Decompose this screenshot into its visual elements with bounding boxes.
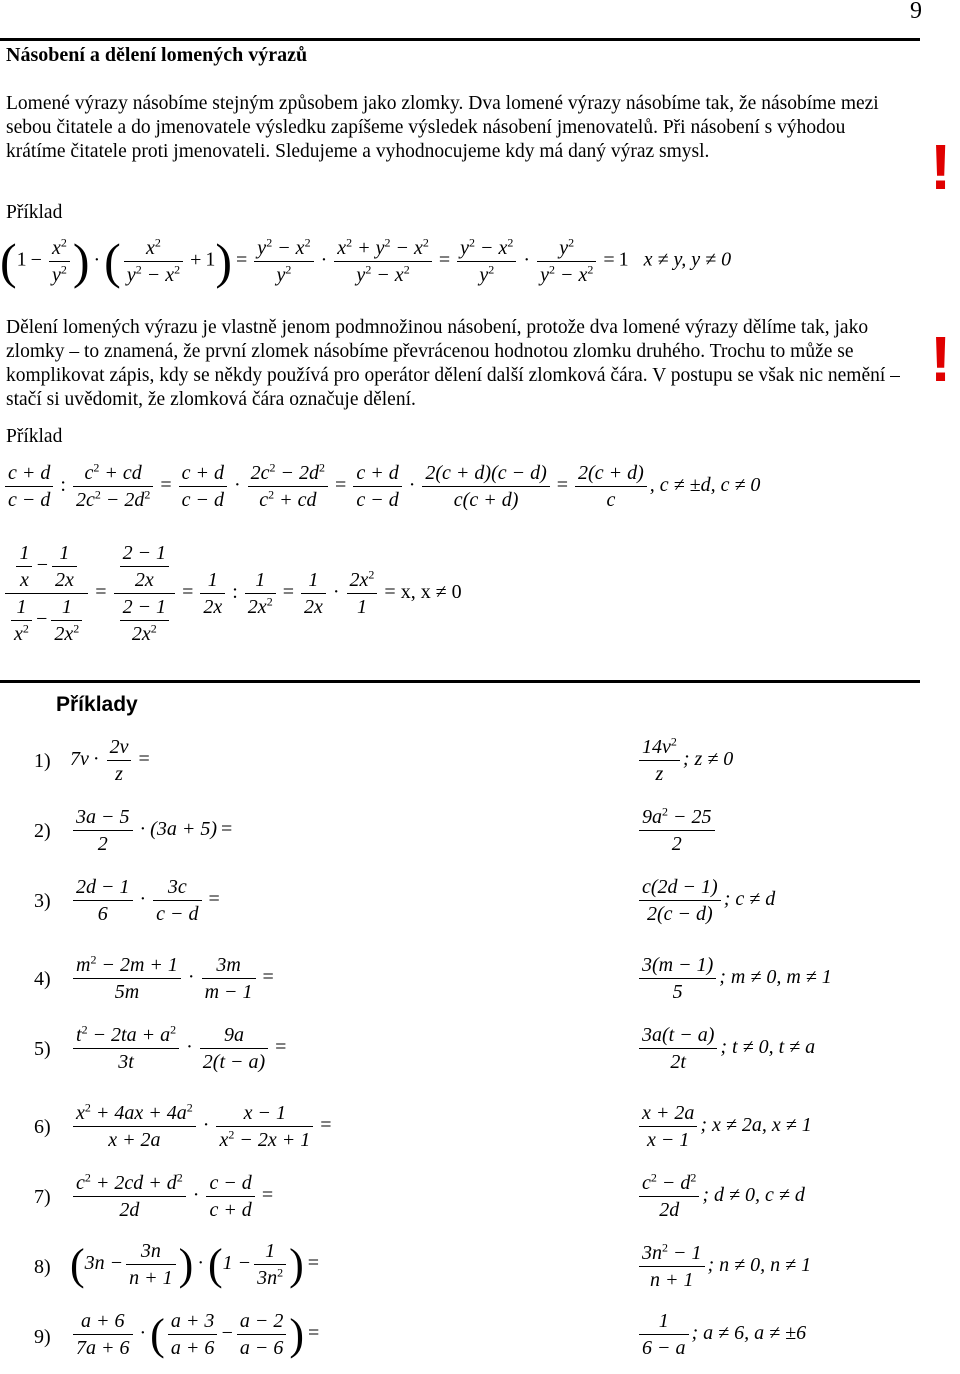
exercise-row: 9) $\frac{a + 6}{7a + 6}$ ·( $\frac{a + 3}{a + 6}$ − $\frac{a - 2}{a - 6}$ ) = $\frac{1}{6 - a}$ ; a ≠ 6, a ≠ ±6 <box>34 1310 807 1359</box>
exercise-number: 5) <box>34 1038 51 1060</box>
example-1-condition: x ≠ y, y ≠ 0 <box>643 248 732 271</box>
exercises-heading: Příklady <box>56 693 138 716</box>
exercise-number: 7) <box>34 1186 51 1208</box>
exercise-condition: ; m ≠ 0, m ≠ 1 <box>719 966 832 989</box>
exercise-number: 3) <box>34 890 51 912</box>
exercise-condition: ; z ≠ 0 <box>682 748 734 771</box>
top-rule <box>0 38 920 41</box>
exercise-row: 2) $\frac{3a - 5}{2}$ · (3a + 5) = $\frac{9a^2 - 25}{2}$ <box>0 800 960 870</box>
intro-paragraph: Lomené výrazy násobíme stejným způsobem jako zlomky. Dva lomené výrazy násobíme tak, že násobíme mezi sebou čitatele a do jmenovatele výsledku zapíšeme výsledek násobení jmenovatelů. Při násobení s výhodou krátíme čitatele proti jmenovateli. Sledujeme a vyhodnocujeme kdy má daný výraz smysl. <box>6 93 879 162</box>
exercise-row: 6) $\frac{x^2 + 4ax + 4a^2}{x + 2a}$ · $\frac{x - 1}{x^2 - 2x + 1}$ = $\frac{x + 2a}{x - 1}$ ; x ≠ 2a, x ≠ 1 <box>34 1100 812 1151</box>
exercise-condition: ; d ≠ 0, c ≠ d <box>702 1184 805 1207</box>
exercise-condition: ; x ≠ 2a, x ≠ 1 <box>700 1114 812 1137</box>
exercise-condition: ; a ≠ 6, a ≠ ±6 <box>691 1322 807 1345</box>
exercise-row: 5) $\frac{t^2 - 2ta + a^2}{3t}$ · $\frac{9a}{2(t - a)}$ = $\frac{3a(t - a)}{2t}$ ; t ≠ 0, t ≠ a <box>34 1022 816 1073</box>
exercise-condition: ; n ≠ 0, n ≠ 1 <box>707 1254 812 1277</box>
exercise-row: 3) $\frac{2d - 1}{6}$ · $\frac{3c}{c - d}$ = $\frac{c(2d - 1)}{2(c - d)}$ ; c ≠ d <box>34 876 776 925</box>
example-2-condition: , c ≠ ±d, c ≠ 0 <box>649 474 761 497</box>
exercise-number: 8) <box>34 1256 51 1278</box>
warning-mark-2: ! <box>930 323 952 395</box>
exercise-number: 9) <box>34 1326 51 1348</box>
exercise-number: 4) <box>34 968 51 990</box>
exercise-row: 4) $\frac{m^2 - 2m + 1}{5m}$ · $\frac{3m}{m - 1}$ = $\frac{3(m - 1)}{5}$ ; m ≠ 0, m ≠ 1 <box>34 952 832 1003</box>
section-title: Násobení a dělení lomených výrazů <box>6 44 308 66</box>
warning-mark-1: ! <box>930 131 952 203</box>
example-1-math: (1 − $\frac{x^2}{y^2}$ ) ·( $\frac{x^2}{y^2 - x^2}$ + 1) = $\frac{y^2 - x^2}{y^2}$ · $\frac{x^2 + y^2 - x^2}{y^2 - x^2}$ = $\frac{y^2 - x^2}{y^2}$ · $\frac{y^2}{y^2 - x^2}$ = 1 x ≠ y, y ≠ 0 <box>0 233 732 289</box>
exercise-condition: ; t ≠ 0, t ≠ a <box>720 1036 816 1059</box>
exercise-number: 2) <box>34 820 51 842</box>
exercise-row: 7) $\frac{c^2 + 2cd + d^2}{2d}$ · $\frac{c - d}{c + d}$ = $\frac{c^2 - d^2}{2d}$ ; d ≠ 0, c ≠ d <box>34 1170 805 1221</box>
example-2-math: $\frac{c + d}{c - d}$ : $\frac{c^2 + cd}{2c^2 - 2d^2}$ = $\frac{c + d}{c - d}$ · $\frac{2c^2 - 2d^2}{c^2 + cd}$ = $\frac{c + d}{c - d}$ · $\frac{2(c + d)(c - d)}{c(c + d)}$ = $\frac{2(c + d)}{c}$ , c ≠ ±d, c ≠ 0 <box>2 460 760 513</box>
example-label-1: Příklad <box>6 202 63 223</box>
exercise-row: 1) 7v · $\frac{2v}{z}$ = $\frac{14v^2}{z}$ ; z ≠ 0 <box>34 734 734 785</box>
exercise-condition: ; c ≠ d <box>723 888 776 911</box>
example-3-condition: = x, x ≠ 0 <box>384 581 462 604</box>
exercise-number: 1) <box>34 750 51 772</box>
section-rule <box>0 680 920 683</box>
exercise-row: 8) (3n − $\frac{3n}{n + 1}$ ) ·(1 − $\frac{1}{3n^2}$ ) = $\frac{3n^2 - 1}{n + 1}$ ; n ≠ 0, n ≠ 1 <box>34 1240 812 1291</box>
example-3-math: $\frac{1}{x}$ − $\frac{1}{2x}$ $\frac{1}{x^2}$ − $\frac{1}{2x^2}$ = $\frac{\frac{2 - 1}{2x}}{\frac{2 - 1}{2x^2}}$ = $\frac{1}{2x}$ : $\frac{1}{2x^2}$ = $\frac{1}{2x}$ · $\frac{2x^2}{1}$ = x, x ≠ 0 <box>2 540 466 647</box>
example-label-2: Příklad <box>6 426 63 447</box>
division-paragraph: Dělení lomených výrazu je vlastně jenom podmnožinou násobení, protože dva lomené výrazy dělíme tak, jako zlomky – to znamená, že první zlomek násobíme převrácenou hodnotou zlomku druhého. Trochu to může se komplikovat zápis, kdy se někdy používá pro operátor dělení další zlomková čára. V postupu se však nic nemění – stačí si uvědomit, že zlomková čára označuje dělení. <box>6 317 900 410</box>
page-number: 9 <box>910 0 922 24</box>
exercise-number: 6) <box>34 1116 51 1138</box>
